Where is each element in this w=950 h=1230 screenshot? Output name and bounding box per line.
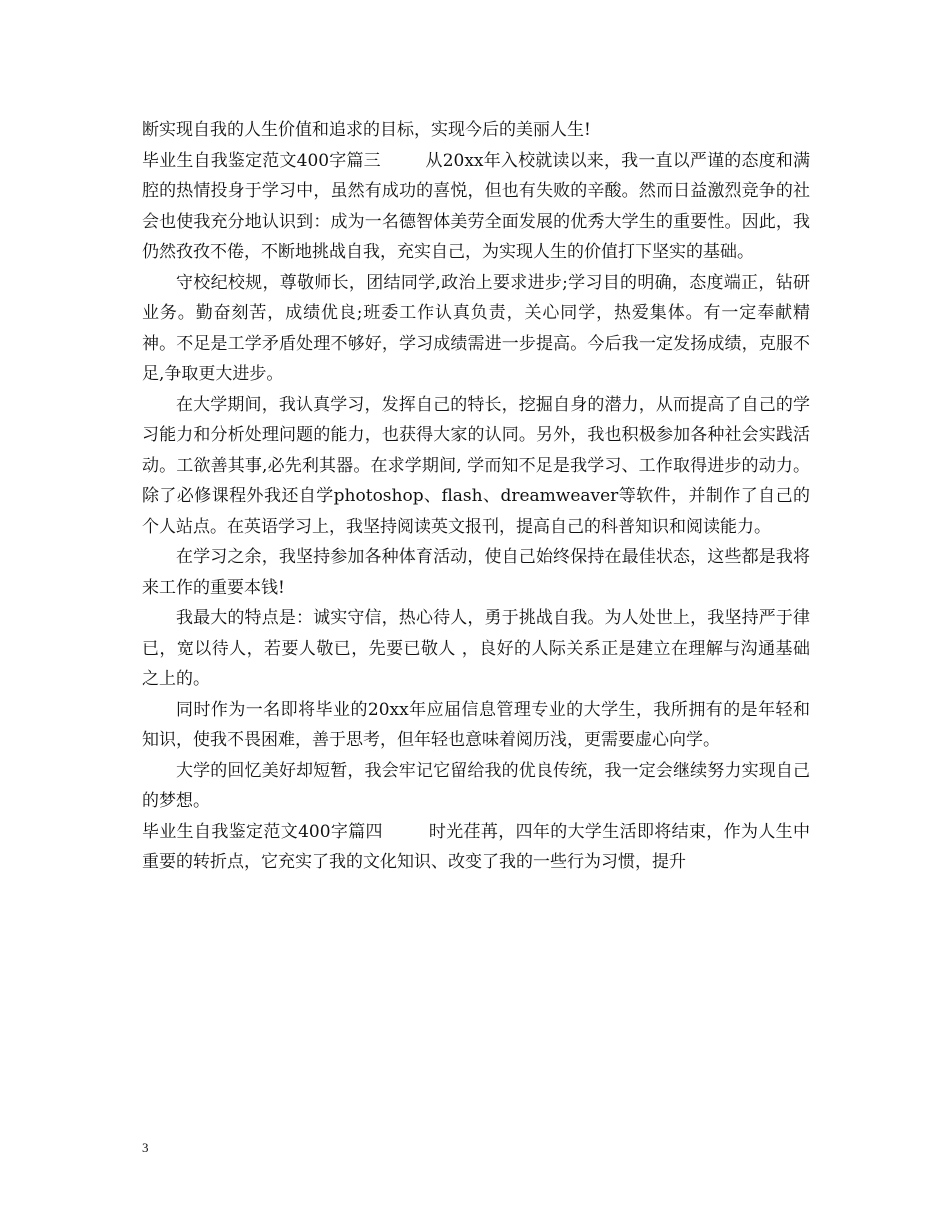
document-body <box>142 115 810 878</box>
paragraph-text: 守校纪校规，尊敬师长，团结同学,政治上要求进步;学习目的明确，态度端正，钻研业务。勤奋刻苦，成绩优良;班委工作认真负责，关心同学，热爱集体。有一定奉献精神。不足是工学矛盾处理不够好，学习成绩需进一步提高。今后我一定发扬成绩，克服不足,争取更大进步。 <box>142 272 810 384</box>
paragraph-discipline <box>142 268 810 390</box>
paragraph-section-three <box>142 146 810 268</box>
paragraph-continuation <box>142 115 810 146</box>
paragraph-text: 同时作为一名即将毕业的20xx年应届信息管理专业的大学生，我所拥有的是年轻和知识，使我不畏困难，善于思考，但年轻也意味着阅历浅，更需要虚心向学。 <box>142 699 810 750</box>
paragraph-graduate <box>142 695 810 756</box>
paragraph-text: 大学的回忆美好却短暂，我会牢记它留给我的优良传统，我一定会继续努力实现自己的梦想。 <box>142 760 810 811</box>
section-four-heading: 毕业生自我鉴定范文400字篇四 <box>142 821 383 842</box>
paragraph-text: 断实现自我的人生价值和追求的目标，实现今后的美丽人生! <box>142 120 591 140</box>
paragraph-text: 时光荏苒，四年的大学生活即将结束，作为人生中重要的转折点，它充实了我的文化知识、改变了我的一些行为习惯，提升 <box>142 821 811 872</box>
paragraph-section-four <box>142 817 810 878</box>
paragraph-text: 在大学期间，我认真学习，发挥自己的特长，挖掘自身的潜力，从而提高了自己的学习能力和分析处理问题的能力，也获得大家的认同。另外，我也积极参加各种社会实践活动。工欲善其事,必先利其器。在求学期间, 学而知不足是我学习、工作取得进步的动力。除了必修课程外我还自学photoshop、flash、dreamweaver等软件，并制作了自己的个人站点。在英语学习上，我坚持阅读英文报刊，提高自己的科普知识和阅读能力。 <box>142 394 810 537</box>
paragraph-traits <box>142 603 810 695</box>
paragraph-memory <box>142 756 810 817</box>
page-number: 3 <box>142 1140 149 1155</box>
paragraph-sports <box>142 542 810 603</box>
paragraph-text: 从20xx年入校就读以来，我一直以严谨的态度和满腔的热情投身于学习中，虽然有成功的喜悦，但也有失败的辛酸。然而日益激烈竞争的社会也使我充分地认识到：成为一名德智体美劳全面发展的优秀大学生的重要性。因此，我仍然孜孜不倦，不断地挑战自我，充实自己，为实现人生的价值打下坚实的基础。 <box>142 150 810 262</box>
section-three-heading: 毕业生自我鉴定范文400字篇三 <box>142 150 381 171</box>
paragraph-text: 在学习之余，我坚持参加各种体育活动，使自己始终保持在最佳状态，这些都是我将来工作的重要本钱! <box>142 547 810 598</box>
paragraph-study <box>142 390 810 543</box>
paragraph-text: 我最大的特点是：诚实守信，热心待人，勇于挑战自我。为人处世上，我坚持严于律已，宽以待人，若要人敬已，先要已敬人 ，良好的人际关系正是建立在理解与沟通基础之上的。 <box>142 608 810 689</box>
